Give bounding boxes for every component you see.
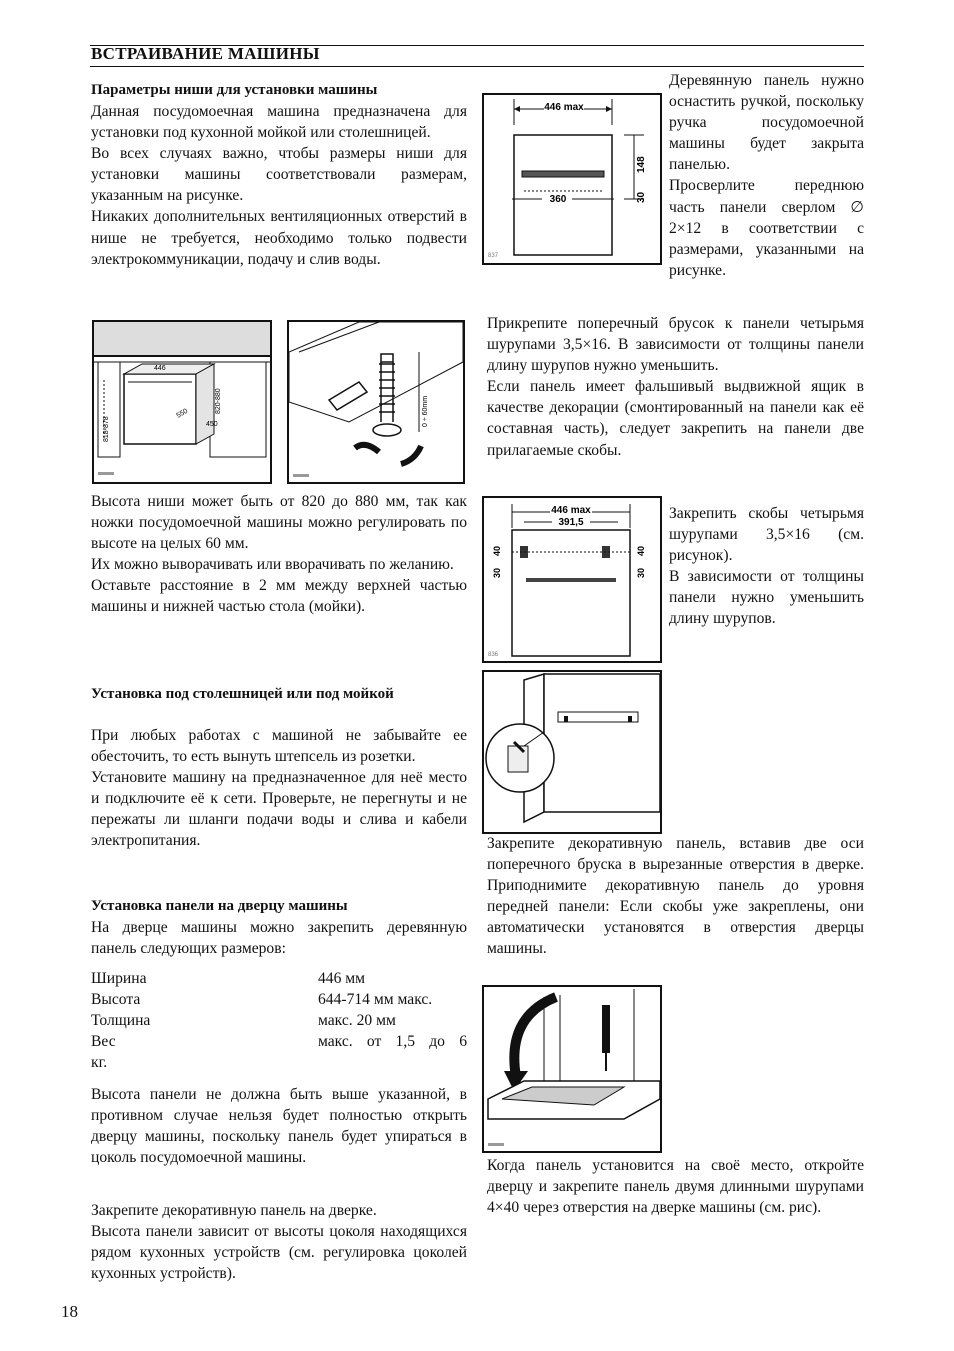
fig1-code: 837 bbox=[488, 253, 499, 259]
fig2-left-a: 30 bbox=[492, 567, 502, 578]
screw-panel-figure bbox=[482, 985, 662, 1153]
height-paragraph: Высота ниши может быть от 820 до 880 мм, так как ножки посудомоечной машины можно регулировать по высоте на целых 60 мм. bbox=[91, 493, 467, 553]
panel-spec-list bbox=[91, 968, 467, 1073]
install-heading: Установка под столешницей или под мойкой bbox=[91, 686, 394, 702]
fig2-right-b: 40 bbox=[636, 545, 646, 556]
install-text bbox=[91, 725, 467, 852]
attach-text: Закрепите декоративную панель, вставив две оси поперечного бруска в вырезанные отверстия в дверке. Приподнимите декоративную панель до уровня передней панели: Если скобы уже закреплены, они автоматически установятся в отверстия дверцы машины. bbox=[487, 835, 864, 958]
drill-text: Просверлите переднюю часть панели сверлом ∅ 2×12 в соответствии с размерами, указанными на рисунке. bbox=[669, 177, 864, 279]
title-top-rule bbox=[90, 45, 864, 46]
brackets-paragraph: Закрепить скобы четырьмя шурупами 3,5×16 (см. рисунок). bbox=[669, 505, 864, 565]
niche-label: 446 bbox=[154, 365, 166, 372]
niche-heading: Параметры ниши для установки машины bbox=[91, 82, 378, 98]
fig1-dim-b-label: 30 bbox=[636, 191, 647, 203]
niche-label: 550 bbox=[175, 407, 190, 420]
niche-paragraph: Данная посудомоечная машина предназначена для установки под кухонной мойкой или столешницей. bbox=[91, 103, 467, 142]
fix-paragraph: Высота панели зависит от высоты цоколя находящихся рядом кухонных устройств (см. регулировка цоколей кухонных устройств). bbox=[91, 1223, 467, 1283]
brackets-paragraph: В зависимости от толщины панели нужно уменьшить длину шурупов. bbox=[669, 568, 864, 628]
crossbar-notes bbox=[487, 313, 864, 461]
install-section bbox=[91, 684, 467, 705]
height-limit-note bbox=[91, 1084, 467, 1168]
fix-notes bbox=[91, 1200, 467, 1284]
height-limit-text: Высота панели не должна быть выше указанной, в противном случае нельзя будет полностью открыть дверцу машины, поскольку панель будет упираться в цоколь посудомоечной машины. bbox=[91, 1086, 467, 1167]
handle-drill-figure bbox=[482, 93, 662, 265]
spec-row bbox=[91, 1031, 467, 1052]
niche-dimensions-figure bbox=[92, 320, 272, 484]
attach-notes bbox=[487, 833, 864, 960]
section-title: ВСТРАИВАНИЕ МАШИНЫ bbox=[91, 44, 320, 63]
fig2-left-b: 40 bbox=[492, 545, 502, 556]
title-bottom-rule bbox=[90, 66, 864, 67]
fig1-hole-distance-label: 360 bbox=[549, 194, 567, 205]
adjustable-feet-figure bbox=[287, 320, 465, 484]
fig2-right-a: 30 bbox=[636, 567, 646, 578]
niche-paragraph: Никаких дополнительных вентиляционных отверстий в нише не требуется, необходимо только подвести электрокоммуникации, подачу и слив воды. bbox=[91, 208, 467, 268]
handle-notes bbox=[669, 70, 864, 281]
height-paragraph: Оставьте расстояние в 2 мм между верхней частью машины и нижней частью стола (мойки). bbox=[91, 577, 467, 616]
spec-label: Высота bbox=[91, 991, 141, 1009]
spec-row bbox=[91, 989, 467, 1010]
brackets-figure bbox=[482, 496, 662, 663]
attach-panel-figure bbox=[482, 670, 662, 834]
crossbar-paragraph: Если панель имеет фальшивый выдвижной ящик в качестве декорации (смонтированный на панели как её составная часть), следует закрепить на панели две прилагаемые скобы. bbox=[487, 378, 864, 459]
page-number: 18 bbox=[61, 1302, 78, 1321]
niche-label: 450 bbox=[206, 421, 218, 428]
panel-heading: Установка панели на дверцу машины bbox=[91, 898, 348, 914]
spec-value: 446 мм bbox=[318, 970, 366, 987]
niche-label: 820-880 bbox=[215, 388, 222, 414]
spec-value: 644-714 мм макс. bbox=[318, 991, 433, 1009]
final-notes bbox=[487, 1155, 864, 1218]
niche-text bbox=[91, 101, 467, 270]
panel-intro: На дверце машины можно закрепить деревянную панель следующих размеров: bbox=[91, 919, 467, 958]
install-paragraph: При любых работах с машиной не забывайте ее обесточить, то есть вынуть штепсель из розетки. bbox=[91, 727, 467, 766]
fig2-width-label: 446 max bbox=[551, 505, 591, 516]
handle-text: Деревянную панель нужно оснастить ручкой, поскольку ручка посудомоечной машины будет закрыта панелью. bbox=[669, 72, 864, 174]
spec-value: макс. 20 мм bbox=[318, 1012, 396, 1030]
fig2-inner-label: 391,5 bbox=[558, 517, 584, 528]
panel-section bbox=[91, 896, 467, 959]
spec-row bbox=[91, 968, 467, 989]
fig1-width-label: 446 max bbox=[544, 102, 584, 113]
fix-paragraph: Закрепите декоративную панель на дверке. bbox=[91, 1202, 377, 1219]
spec-label: Ширина bbox=[91, 970, 147, 987]
brackets-notes bbox=[669, 503, 864, 630]
spec-row bbox=[91, 1010, 467, 1031]
niche-paragraph: Во всех случаях важно, чтобы размеры ниши для установки машины соответствовали размерам, указанным на рисунке. bbox=[91, 145, 467, 205]
height-notes bbox=[91, 491, 467, 618]
spec-label: Вес bbox=[91, 1033, 116, 1051]
spec-label: Толщина bbox=[91, 1012, 151, 1030]
install-paragraph: Установите машину на предназначенное для неё место и подключите её к сети. Проверьте, не перегнуты и не пережаты ли шланги подачи воды и слива и кабели электропитания. bbox=[91, 769, 467, 850]
niche-section bbox=[91, 80, 467, 270]
spec-tail: кг. bbox=[91, 1054, 108, 1072]
fig2-code: 836 bbox=[488, 652, 499, 658]
spec-value: макс. от 1,5 до 6 bbox=[318, 1033, 467, 1051]
crossbar-paragraph: Прикрепите поперечный брусок к панели четырьмя шурупами 3,5×16. В зависимости от толщины панели длину шурупов нужно уменьшить. bbox=[487, 315, 864, 375]
fig1-dim-a-label: 148 bbox=[636, 156, 647, 173]
final-text: Когда панель установится на своё место, откройте дверцу и закрепите панель двумя длинными шурупами 4×40 через отверстия на дверке машины (см. рис). bbox=[487, 1157, 864, 1217]
feet-range-label: 0 ÷ 60mm bbox=[422, 395, 429, 427]
niche-label: 818-878 bbox=[103, 416, 110, 442]
height-paragraph: Их можно выворачивать или вворачивать по желанию. bbox=[91, 556, 454, 574]
